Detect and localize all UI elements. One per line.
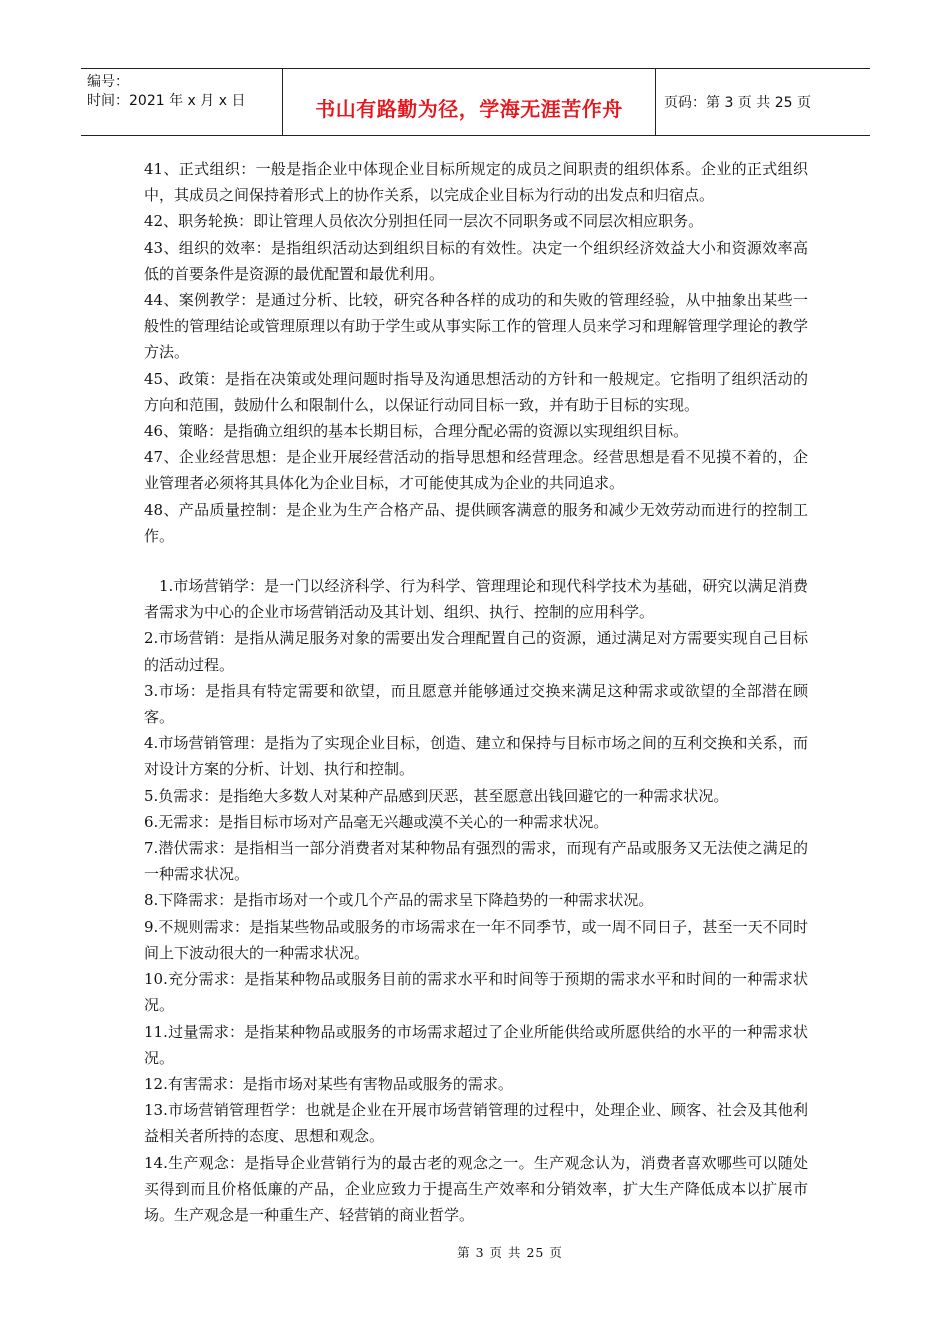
paragraph: 45、政策：是指在决策或处理问题时指导及沟通思想活动的方针和一般规定。它指明了组织活动的方向和范围，鼓励什么和限制什么，以保证行动同目标一致，并有助于目标的实现。 (144, 369, 808, 414)
footer-page-number: 第 3 页 共 25 页 (457, 1245, 563, 1260)
header-meta (81, 69, 283, 135)
paragraph: 11.过量需求：是指某种物品或服务的市场需求超过了企业所能供给或所愿供给的水平的一种需求状况。 (144, 1022, 808, 1067)
paragraph: 9.不规则需求：是指某些物品或服务的市场需求在一年不同季节，或一周不同日子，甚至一天不同时间上下波动很大的一种需求状况。 (144, 917, 808, 962)
header-motto-cell (283, 69, 656, 135)
paragraph: 7.潜伏需求：是指相当一部分消费者对某种物品有强烈的需求，而现有产品或服务又无法使之满足的一种需求状况。 (144, 839, 808, 884)
paragraph: 6.无需求：是指目标市场对产品毫无兴趣或漠不关心的一种需求状况。 (144, 812, 609, 831)
paragraph: 12.有害需求：是指市场对某些有害物品或服务的需求。 (144, 1074, 513, 1093)
paragraph: 44、案例教学：是通过分析、比较，研究各种各样的成功的和失败的管理经验，从中抽象出某些一般性的管理结论或管理原理以有助于学生或从事实际工作的管理人员来学习和理解管理学理论的教学方法。 (144, 291, 808, 362)
header-page-cell (656, 69, 870, 135)
paragraph: 1.市场营销学：是一门以经济科学、行为科学、管理理论和现代科学技术为基础，研究以满足消费者需求为中心的企业市场营销活动及其计划、组织、执行、控制的应用科学。 (144, 577, 808, 622)
paragraph: 5.负需求：是指绝大多数人对某种产品感到厌恶，甚至愿意出钱回避它的一种需求状况。 (144, 786, 729, 805)
paragraph: 2.市场营销：是指从满足服务对象的需要出发合理配置自己的资源，通过满足对方需要实现自己目标的活动过程。 (144, 629, 808, 674)
paragraph: 8.下降需求：是指市场对一个或几个产品的需求呈下降趋势的一种需求状况。 (144, 891, 654, 910)
time-line: 时间：2021 年 x 月 x 日 (87, 93, 246, 109)
paragraph: 48、产品质量控制：是企业为生产合格产品、提供顾客满意的服务和减少无效劳动而进行的控制工作。 (144, 500, 808, 545)
page-code: 页码：第 3 页 共 25 页 (664, 95, 811, 111)
page-footer (0, 1243, 950, 1261)
paragraph: 14.生产观念：是指导企业营销行为的最古老的观念之一。生产观念认为，消费者喜欢哪些可以随处买得到而且价格低廉的产品，企业应致力于提高生产效率和分销效率，扩大生产降低成本以扩展市场。生产观念是一种重生产、轻营销的商业哲学。 (144, 1153, 808, 1224)
page-header (81, 68, 870, 136)
paragraph: 4.市场营销管理：是指为了实现企业目标，创造、建立和保持与目标市场之间的互利交换和关系，而对设计方案的分析、计划、执行和控制。 (144, 734, 808, 779)
paragraph: 47、企业经营思想：是企业开展经营活动的指导思想和经营理念。经营思想是看不见摸不着的，企业管理者必须将其具体化为企业目标，才可能使其成为企业的共同追求。 (144, 448, 808, 493)
paragraph: 43、组织的效率：是指组织活动达到组织目标的有效性。决定一个组织经济效益大小和资源效率高低的首要条件是资源的最优配置和最优利用。 (144, 238, 808, 283)
motto-text: 书山有路勤为径，学海无涯苦作舟 (315, 96, 623, 121)
paragraph: 46、策略：是指确立组织的基本长期目标，合理分配必需的资源以实现组织目标。 (144, 422, 689, 441)
number-label: 编号： (87, 74, 129, 90)
paragraph: 41、正式组织：一般是指企业中体现企业目标所规定的成员之间职责的组织体系。企业的正式组织中，其成员之间保持着形式上的协作关系，以完成企业目标为行动的出发点和归宿点。 (144, 160, 808, 205)
document-body (144, 156, 808, 1228)
paragraph: 10.充分需求：是指某种物品或服务目前的需求水平和时间等于预期的需求水平和时间的一种需求状况。 (144, 970, 808, 1015)
section-gap (144, 549, 808, 573)
paragraph: 13.市场营销管理哲学：也就是企业在开展市场营销管理的过程中，处理企业、顾客、社会及其他利益相关者所持的态度、思想和观念。 (144, 1101, 808, 1146)
paragraph: 3.市场：是指具有特定需要和欲望，而且愿意并能够通过交换来满足这种需求或欲望的全部潜在顾客。 (144, 681, 808, 727)
paragraph: 42、职务轮换：即让管理人员依次分别担任同一层次不同职务或不同层次相应职务。 (144, 212, 704, 231)
